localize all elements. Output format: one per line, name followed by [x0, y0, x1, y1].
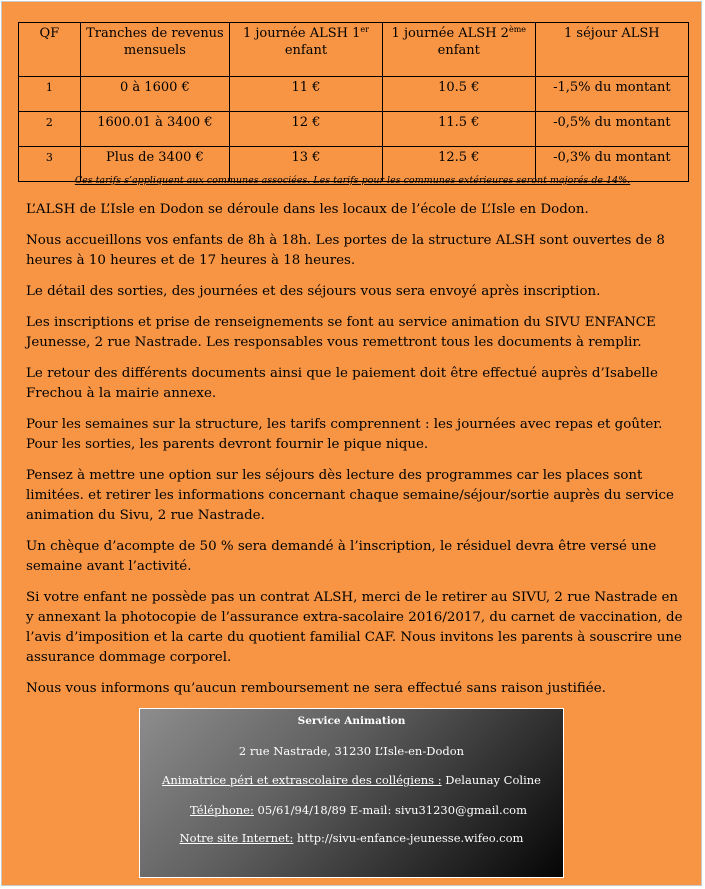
cell-journee-1er: 11 €: [230, 77, 383, 112]
header-sejour: 1 séjour ALSH: [535, 23, 688, 77]
header-journee-1er-sup: er: [360, 25, 369, 34]
site-label: Notre site Internet:: [179, 831, 294, 845]
contact-box: [139, 708, 564, 878]
paragraph: Le détail des sorties, des journées et des séjours vous sera envoyé après inscription.: [26, 284, 601, 299]
header-qf: QF: [19, 23, 81, 77]
header-journee-2eme: [382, 23, 535, 77]
cell-sejour: -1,5% du montant: [535, 77, 688, 112]
header-journee-1er-tail: enfant: [284, 43, 328, 58]
paragraph: Les inscriptions et prise de renseignements se font au service animation du SIVU ENFANCE Jeunesse, 2 rue Nastrade. Les responsables vous remettront tous les documents à remplir.: [26, 315, 656, 350]
animatrice-label: Animatrice péri et extrascolaire des collégiens :: [162, 773, 442, 787]
table-row: [19, 77, 689, 112]
cell-journee-2eme: 11.5 €: [382, 112, 535, 147]
cell-journee-2eme: 12.5 €: [382, 147, 535, 182]
contact-title: Service Animation: [297, 715, 406, 727]
paragraph: L’ALSH de L’Isle en Dodon se déroule dans les locaux de l’école de L’Isle en Dodon.: [26, 202, 589, 217]
contact-phone-email: [140, 803, 563, 817]
cell-qf: 2: [19, 112, 81, 147]
header-tranches: Tranches de revenus mensuels: [80, 23, 229, 77]
info-body: [26, 200, 686, 710]
contact-animatrice: [140, 773, 563, 787]
site-link[interactable]: http://sivu-enfance-jeunesse.wifeo.com: [293, 831, 524, 845]
tarifs-note: Ces tarifs s’appliquent aux communes associées. Les tarifs pour les communes extérieures seront majorés de 14%.: [74, 175, 631, 186]
paragraph: Le retour des différents documents ainsi que le paiement doit être effectué auprès d’Isabelle Frechou à la mairie annexe.: [26, 366, 658, 401]
paragraph: Pensez à mettre une option sur les séjours dès lecture des programmes car les places sont limitées. et retirer les informations concernant chaque semaine/séjour/sortie auprès du service animation du Sivu, 2 rue Nastrade.: [26, 468, 674, 523]
animatrice-name: Delaunay Coline: [441, 773, 541, 787]
flyer-page: [1, 1, 702, 886]
phone-label: Téléphone:: [190, 803, 254, 817]
cell-qf: 1: [19, 77, 81, 112]
table-row: [19, 112, 689, 147]
header-journee-1er: [230, 23, 383, 77]
cell-qf: 3: [19, 147, 81, 182]
contact-address: 2 rue Nastrade, 31230 L’Isle-en-Dodon: [238, 744, 465, 758]
table-header-row: [19, 23, 689, 77]
cell-sejour: -0,5% du montant: [535, 112, 688, 147]
paragraph: Nous vous informons qu’aucun remboursement ne sera effectué sans raison justifiée.: [26, 681, 606, 696]
paragraph: Un chèque d’acompte de 50 % sera demandé à l’inscription, le résiduel devra être versé une semaine avant l’activité.: [26, 539, 657, 574]
email-link[interactable]: E-mail: sivu31230@gmail.com: [346, 803, 527, 817]
header-journee-2eme-text: 1 journée ALSH 2: [391, 26, 509, 41]
cell-journee-1er: 13 €: [230, 147, 383, 182]
tarifs-table: [18, 22, 689, 182]
phone-value: 05/61/94/18/89: [253, 803, 347, 817]
cell-tranche: Plus de 3400 €: [80, 147, 229, 182]
paragraph: Nous accueillons vos enfants de 8h à 18h. Les portes de la structure ALSH sont ouvertes de 8 heures à 10 heures et de 17 heures à 18 heures.: [26, 233, 665, 268]
paragraph: Pour les semaines sur la structure, les tarifs comprennent : les journées avec repas et goûter. Pour les sorties, les parents devront fournir le pique nique.: [26, 417, 663, 452]
header-journee-1er-text: 1 journée ALSH 1: [242, 26, 361, 41]
cell-sejour: -0,3% du montant: [535, 147, 688, 182]
contact-site: [140, 831, 563, 845]
paragraph: Si votre enfant ne possède pas un contrat ALSH, merci de le retirer au SIVU, 2 rue Nastrade en y annexant la photocopie de l’assurance extra-sacolaire 2016/2017, du carnet de vaccination, de l’avis d’imposition et la carte du quotient familial CAF. Nous invitons les parents à souscrire une assurance dommage corporel.: [26, 590, 683, 665]
header-journee-2eme-tail: enfant: [437, 43, 480, 58]
cell-journee-2eme: 10.5 €: [382, 77, 535, 112]
cell-tranche: 0 à 1600 €: [80, 77, 229, 112]
cell-journee-1er: 12 €: [230, 112, 383, 147]
header-journee-2eme-sup: ème: [508, 25, 527, 34]
cell-tranche: 1600.01 à 3400 €: [80, 112, 229, 147]
